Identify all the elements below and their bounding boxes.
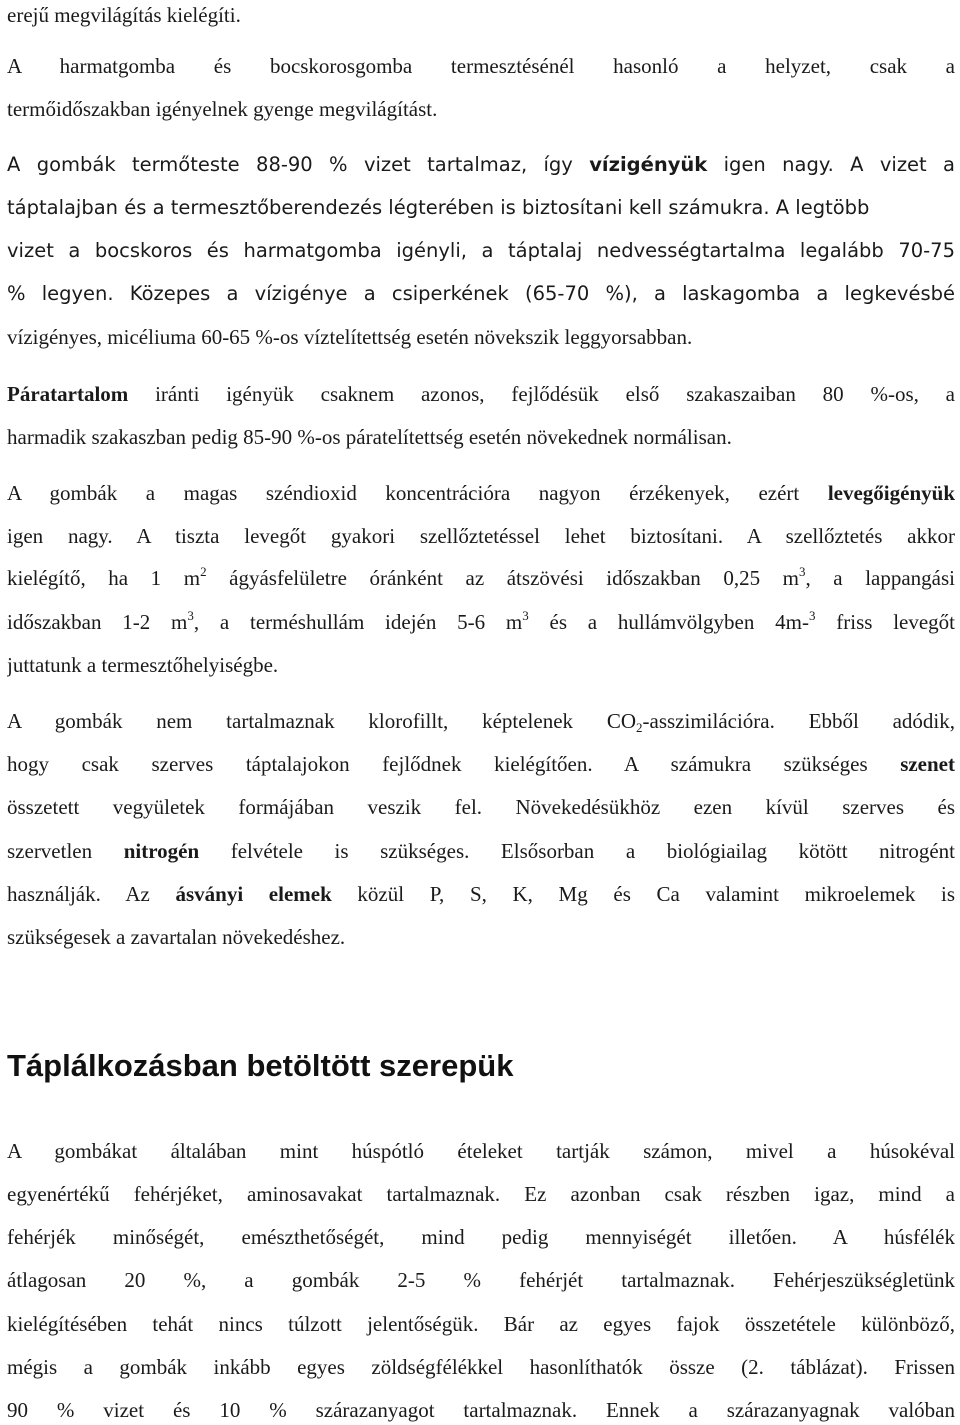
text-segment: fehérjék minőségét, emészthetőségét, mind pedig mennyiségét illetően. A húsfélék bbox=[7, 1225, 955, 1249]
text-line bbox=[7, 1395, 955, 1425]
text-line bbox=[7, 1179, 955, 1209]
text-segment: szervetlen bbox=[7, 839, 124, 863]
text-line bbox=[7, 563, 955, 593]
text-line bbox=[7, 1265, 955, 1295]
text-line bbox=[7, 0, 955, 30]
text-segment: kielégítő, ha 1 m bbox=[7, 566, 201, 590]
text-segment: , a lappangási bbox=[805, 566, 955, 590]
text-segment: termőidőszakban igényelnek gyenge megvilágítást. bbox=[7, 97, 438, 121]
superscript: 3 bbox=[808, 608, 816, 623]
text-line bbox=[7, 51, 955, 81]
text-line bbox=[7, 94, 955, 124]
text-segment: egyenértékű fehérjéket, aminosavakat tartalmaznak. Ez azonban csak részben igaz, mind a bbox=[7, 1182, 955, 1206]
superscript: 3 bbox=[522, 608, 529, 623]
text-line bbox=[7, 1352, 955, 1382]
bold-term: vízigényük bbox=[589, 153, 708, 176]
text-line bbox=[7, 322, 955, 352]
text-segment: , a terméshullám idején 5-6 m bbox=[193, 610, 523, 634]
text-segment: ágyásfelületre óránként az átszövési időszakban 0,25 m bbox=[206, 566, 799, 590]
text-segment: közül P, S, K, Mg és Ca valamint mikroelemek is bbox=[331, 882, 955, 906]
text-line bbox=[7, 1309, 955, 1339]
text-segment: átlagosan 20 %, a gombák 2-5 % fehérjét tartalmaznak. Fehérjeszükségletünk bbox=[7, 1268, 955, 1292]
bold-term: Páratartalom bbox=[7, 382, 129, 406]
text-line bbox=[7, 422, 955, 452]
text-segment: friss levegőt bbox=[815, 610, 955, 634]
text-segment: felvétele is szükséges. Elsősorban a biológiailag kötött nitrogént bbox=[199, 839, 955, 863]
text-segment: harmadik szakaszban pedig 85-90 %-os páratelítettség esetén növekednek normálisan. bbox=[7, 425, 732, 449]
text-line bbox=[7, 150, 955, 180]
text-line bbox=[7, 478, 955, 508]
text-line bbox=[7, 607, 955, 637]
text-segment: kielégítésében tehát nincs túlzott jelentőségük. Bár az egyes fajok összetétele különböző, bbox=[7, 1312, 955, 1336]
text-line bbox=[7, 749, 955, 779]
bold-term: levegőigényük bbox=[827, 481, 955, 505]
text-segment: vízigényes, micéliuma 60-65 %-os víztelítettség esetén növekszik leggyorsabban. bbox=[7, 325, 693, 349]
text-line bbox=[7, 193, 955, 223]
bold-term: ásványi elemek bbox=[175, 882, 332, 906]
bold-term: nitrogén bbox=[123, 839, 200, 863]
text-segment: igen nagy. A tiszta levegőt gyakori szellőztetéssel lehet biztosítani. A szellőztetés akkor bbox=[7, 524, 955, 548]
text-segment: és a hullámvölgyben 4m- bbox=[528, 610, 809, 634]
text-line bbox=[7, 521, 955, 551]
superscript: 3 bbox=[187, 608, 194, 623]
text-segment: mégis a gombák inkább egyes zöldségfélékkel hasonlíthatók össze (2. táblázat). Frissen bbox=[7, 1355, 955, 1379]
text-line bbox=[7, 1136, 955, 1166]
text-line bbox=[7, 836, 955, 866]
text-segment: % legyen. Közepes a vízigénye a csiperkének (65-70 %), a laskagomba a legkevésbé bbox=[7, 282, 955, 305]
superscript: 2 bbox=[200, 564, 207, 579]
bold-term: szenet bbox=[900, 752, 955, 776]
text-line bbox=[7, 379, 955, 409]
text-segment: hogy csak szerves táptalajokon fejlődnek kielégítően. A számukra szükséges bbox=[7, 752, 901, 776]
text-segment: vizet a bocskoros és harmatgomba igényli, a táptalaj nedvességtartalma legalább 70-75 bbox=[7, 239, 955, 262]
text-segment: A gombák termőteste 88-90 % vizet tartalmaz, így bbox=[7, 153, 590, 176]
text-segment: szükségesek a zavartalan növekedéshez. bbox=[7, 925, 346, 949]
text-segment: erejű megvilágítás kielégíti. bbox=[7, 3, 241, 27]
text-segment: táptalajban és a termesztőberendezés légterében is biztosítani kell számukra. A legtöbb bbox=[7, 196, 870, 219]
text-segment: igen nagy. A vizet a bbox=[707, 153, 955, 176]
text-line bbox=[7, 236, 955, 266]
text-segment: A gombák nem tartalmaznak klorofillt, képtelenek CO bbox=[7, 709, 636, 733]
superscript: 3 bbox=[798, 564, 806, 579]
text-segment: iránti igényük csaknem azonos, fejlődésük első szakaszaiban 80 %-os, a bbox=[128, 382, 955, 406]
text-line bbox=[7, 922, 955, 952]
text-line bbox=[7, 279, 955, 309]
text-segment: 90 % vizet és 10 % szárazanyagot tartalmaznak. Ennek a szárazanyagnak valóban bbox=[7, 1398, 955, 1422]
text-segment: időszakban 1-2 m bbox=[7, 610, 188, 634]
text-segment: A gombákat általában mint húspótló ételeket tartják számon, mivel a húsokéval bbox=[7, 1139, 955, 1163]
text-segment: használják. Az bbox=[7, 882, 176, 906]
text-segment: juttatunk a termesztőhelyiségbe. bbox=[7, 653, 279, 677]
text-segment: összetett vegyületek formájában veszik fel. Növekedésükhöz ezen kívül szerves és bbox=[7, 795, 955, 819]
text-line bbox=[7, 792, 955, 822]
text-line bbox=[7, 650, 955, 680]
text-line bbox=[7, 706, 955, 736]
text-segment: A harmatgomba és bocskorosgomba termesztésénél hasonló a helyzet, csak a bbox=[7, 54, 955, 78]
text-line bbox=[7, 879, 955, 909]
text-line bbox=[7, 1222, 955, 1252]
text-segment: -asszimilációra. Ebből adódik, bbox=[642, 709, 955, 733]
section-heading: Táplálkozásban betöltött szerepük bbox=[7, 1048, 514, 1083]
subscript: 2 bbox=[636, 720, 643, 735]
text-segment: A gombák a magas széndioxid koncentrációra nagyon érzékenyek, ezért bbox=[7, 481, 828, 505]
